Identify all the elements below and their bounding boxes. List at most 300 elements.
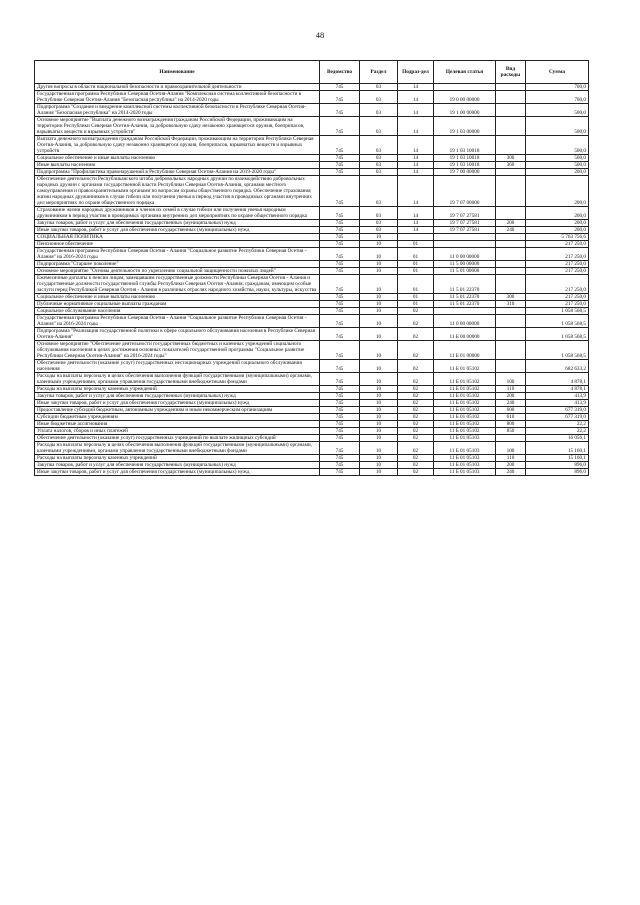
row-podrazdel: 14 — [398, 207, 434, 220]
row-vid-rashodov — [496, 241, 526, 248]
row-razdel: 03 — [360, 220, 398, 227]
row-vid-rashodov: 110 — [496, 386, 526, 393]
row-name: Иные выплаты населению — [35, 162, 320, 169]
table-row — [35, 234, 589, 241]
row-podrazdel: 02 — [398, 421, 434, 428]
row-summa: 500,0 — [526, 155, 589, 162]
row-celevaya-statya: 19 1 03 10018 — [434, 155, 496, 162]
row-name: Расходы на выплаты персоналу в целях обеспечения выполнения функций государственными (муниципальными) органами, казенными учреждениями, органами управления государственными внебюджетными фондами — [35, 373, 320, 386]
table-row — [35, 462, 589, 469]
row-vid-rashodov: 200 — [496, 393, 526, 400]
table-row — [35, 414, 589, 421]
row-celevaya-statya: 19 7 00 00000 — [434, 169, 496, 176]
row-razdel: 03 — [360, 104, 398, 117]
row-name: Предоставление субсидий бюджетным, автономным учреждениям и иным некоммерческим организациям — [35, 407, 320, 414]
row-vedomstvo: 745 — [320, 400, 360, 407]
row-vedomstvo: 745 — [320, 268, 360, 275]
row-razdel: 10 — [360, 442, 398, 455]
row-vedomstvo: 745 — [320, 414, 360, 421]
row-name: Подпрограмма "Создание и внедрение комплексной системы коллективной безопасности в Республике Северная Осетия-Алания "Безопасная республика" на 2014-2020 годы — [35, 104, 320, 117]
row-summa: 896,0 — [526, 469, 589, 476]
table-row — [35, 328, 589, 341]
table-row — [35, 155, 589, 162]
row-vid-rashodov: 600 — [496, 407, 526, 414]
row-razdel: 03 — [360, 117, 398, 136]
row-celevaya-statya — [434, 234, 496, 241]
header-celevaya-statya: Целевая статья — [434, 61, 496, 84]
row-vedomstvo: 745 — [320, 435, 360, 442]
row-name: Закупка товаров, работ и услуг для обеспечения государственных (муниципальных) нужд — [35, 393, 320, 400]
row-vedomstvo: 745 — [320, 234, 360, 241]
row-celevaya-statya: 11 0 00 00000 — [434, 248, 496, 261]
row-podrazdel: 02 — [398, 315, 434, 328]
table-row — [35, 421, 589, 428]
table-row — [35, 84, 589, 91]
table-row — [35, 207, 589, 220]
row-podrazdel: 01 — [398, 248, 434, 261]
row-razdel: 10 — [360, 308, 398, 315]
row-name: Государственная программа Республики Северная Осетия-Алания "Комплексная система коллективной безопасности в Республике Северная Осетия-Алания "Безопасная республика" на 2014-2020 годы — [35, 91, 320, 104]
row-summa: 200,0 — [526, 227, 589, 234]
row-name: Обеспечение деятельности (оказание услуг) государственных учреждений по выплате жилищных субсидий — [35, 435, 320, 442]
row-razdel: 03 — [360, 155, 398, 162]
row-summa: 1 058 568,5 — [526, 341, 589, 360]
row-summa: 217 250,0 — [526, 268, 589, 275]
row-razdel: 03 — [360, 207, 398, 220]
row-vid-rashodov: 800 — [496, 421, 526, 428]
row-summa: 500,0 — [526, 136, 589, 155]
row-razdel: 10 — [360, 428, 398, 435]
row-podrazdel: 01 — [398, 268, 434, 275]
row-summa: 4 878,1 — [526, 373, 589, 386]
row-razdel: 03 — [360, 91, 398, 104]
row-razdel: 10 — [360, 421, 398, 428]
row-razdel: 10 — [360, 241, 398, 248]
row-vedomstvo: 745 — [320, 117, 360, 136]
row-vedomstvo: 745 — [320, 248, 360, 261]
row-vid-rashodov — [496, 169, 526, 176]
row-podrazdel: 14 — [398, 220, 434, 227]
row-celevaya-statya: 11 Б 01 05103 — [434, 469, 496, 476]
row-name: Расходы на выплаты персоналу казенных учреждений — [35, 386, 320, 393]
row-celevaya-statya: 11 Б 01 05102 — [434, 421, 496, 428]
row-name: Основное мероприятие "Основы деятельности по укреплению социальной защищенности пожилых людей" — [35, 268, 320, 275]
row-podrazdel: 14 — [398, 155, 434, 162]
row-summa: 896,0 — [526, 462, 589, 469]
row-vid-rashodov: 300 — [496, 294, 526, 301]
table-row — [35, 407, 589, 414]
row-vid-rashodov — [496, 91, 526, 104]
row-vid-rashodov: 240 — [496, 469, 526, 476]
row-podrazdel: 02 — [398, 373, 434, 386]
row-podrazdel: 14 — [398, 91, 434, 104]
row-vid-rashodov: 100 — [496, 373, 526, 386]
row-name: Пенсионное обеспечение — [35, 241, 320, 248]
row-name: Расходы на выплаты персоналу в целях обеспечения выполнения функций государственными (муниципальными) органами, казенными учреждениями, органами управления государственными внебюджетными фондами — [35, 442, 320, 455]
row-razdel: 10 — [360, 275, 398, 294]
row-vedomstvo: 745 — [320, 407, 360, 414]
row-vedomstvo: 745 — [320, 328, 360, 341]
row-celevaya-statya: 11 5 01 22370 — [434, 275, 496, 294]
row-podrazdel — [398, 234, 434, 241]
row-vedomstvo: 745 — [320, 91, 360, 104]
row-vid-rashodov: 110 — [496, 455, 526, 462]
row-celevaya-statya: 19 1 03 10018 — [434, 162, 496, 169]
row-summa: 1 058 568,5 — [526, 328, 589, 341]
row-razdel: 10 — [360, 248, 398, 261]
row-vid-rashodov — [496, 435, 526, 442]
row-vid-rashodov — [496, 207, 526, 220]
row-podrazdel: 01 — [398, 241, 434, 248]
row-celevaya-statya: 11 Б 01 05102 — [434, 393, 496, 400]
row-celevaya-statya: 11 5 01 22370 — [434, 294, 496, 301]
row-podrazdel: 02 — [398, 386, 434, 393]
row-summa: 22,2 — [526, 428, 589, 435]
table-row — [35, 455, 589, 462]
row-podrazdel: 02 — [398, 469, 434, 476]
row-razdel: 10 — [360, 301, 398, 308]
row-vid-rashodov: 100 — [496, 442, 526, 455]
row-name: Ежемесячные доплаты к пенсии лицам, замещавшим государственные должности Республики Северная Осетия - Алания и государственные должности государственной службы Республики Северная Осетия -Алания; гражданам, имеющим особые заслуги перед Республикой Северная Осетия - Алания в различных отраслях народного хозяйства, науки, культуры, искусства — [35, 275, 320, 294]
row-podrazdel: 01 — [398, 301, 434, 308]
row-name: Выплата денежного вознаграждения гражданам Российской Федерации, проживающим на территории Республики Северная Осетия-Алания, за добровольную сдачу незаконно хранящегося оружия, боеприпасов, взрывчатых веществ и взрывных устройств — [35, 136, 320, 155]
table-row — [35, 400, 589, 407]
row-razdel: 10 — [360, 315, 398, 328]
row-razdel: 10 — [360, 435, 398, 442]
row-celevaya-statya: 11 Б 01 05103 — [434, 455, 496, 462]
row-podrazdel: 02 — [398, 428, 434, 435]
table-row — [35, 442, 589, 455]
row-summa: 200,0 — [526, 220, 589, 227]
row-vid-rashodov: 360 — [496, 162, 526, 169]
table-row — [35, 268, 589, 275]
row-name: Другие вопросы в области национальной безопасности и правоохранительной деятельности — [35, 84, 320, 91]
row-vedomstvo: 745 — [320, 84, 360, 91]
row-razdel: 10 — [360, 328, 398, 341]
row-vid-rashodov — [496, 328, 526, 341]
row-celevaya-statya: 11 Б 01 05103 — [434, 435, 496, 442]
row-celevaya-statya: 11 5 01 00000 — [434, 268, 496, 275]
row-vid-rashodov — [496, 104, 526, 117]
row-summa: 200,0 — [526, 176, 589, 207]
row-summa: 413,9 — [526, 400, 589, 407]
row-summa: 5 763 756,6 — [526, 234, 589, 241]
row-razdel: 03 — [360, 162, 398, 169]
table-row — [35, 386, 589, 393]
row-vid-rashodov: 300 — [496, 155, 526, 162]
table-row — [35, 176, 589, 207]
row-vedomstvo: 745 — [320, 455, 360, 462]
table-row — [35, 241, 589, 248]
row-podrazdel: 02 — [398, 328, 434, 341]
row-vedomstvo: 745 — [320, 275, 360, 294]
row-vedomstvo: 745 — [320, 360, 360, 373]
row-vid-rashodov — [496, 360, 526, 373]
row-name: СОЦИАЛЬНАЯ ПОЛИТИКА — [35, 234, 320, 241]
row-podrazdel: 14 — [398, 176, 434, 207]
row-podrazdel: 02 — [398, 442, 434, 455]
row-celevaya-statya — [434, 84, 496, 91]
table-row — [35, 341, 589, 360]
row-celevaya-statya: 19 7 07 27581 — [434, 207, 496, 220]
table-row — [35, 162, 589, 169]
row-vedomstvo: 745 — [320, 442, 360, 455]
row-razdel: 10 — [360, 268, 398, 275]
row-podrazdel: 02 — [398, 414, 434, 421]
row-vedomstvo: 745 — [320, 469, 360, 476]
row-podrazdel: 02 — [398, 435, 434, 442]
row-name: Закупка товаров, работ и услуг для обеспечения государственных (муниципальных) нужд — [35, 462, 320, 469]
row-vedomstvo: 745 — [320, 241, 360, 248]
row-vid-rashodov — [496, 275, 526, 294]
row-summa: 700,0 — [526, 84, 589, 91]
row-name: Обеспечение деятельности Республиканского штаба добровольных народных дружин по взаимодействию добровольных народных дружин с органами государственной власти Республики Северная Осетия-Алания, органами местного самоуправления и правоохранительными органами по вопросам охраны общественного порядка. Обеспечение страхования жизни народных дружинников в случае гибели или получения увечья в период участия в проводимых органами внутренних дел мероприятиях по охране общественного порядка — [35, 176, 320, 207]
row-summa: 22,2 — [526, 421, 589, 428]
row-celevaya-statya: 19 1 03 10018 — [434, 136, 496, 155]
row-razdel: 10 — [360, 341, 398, 360]
table-row — [35, 136, 589, 155]
row-razdel: 10 — [360, 261, 398, 268]
row-vid-rashodov: 850 — [496, 428, 526, 435]
row-vid-rashodov — [496, 261, 526, 268]
row-summa: 217 250,0 — [526, 248, 589, 261]
row-celevaya-statya: 11 Б 01 05102 — [434, 400, 496, 407]
row-vedomstvo: 745 — [320, 136, 360, 155]
row-vedomstvo: 745 — [320, 301, 360, 308]
row-vid-rashodov: 610 — [496, 414, 526, 421]
row-celevaya-statya: 11 Б 01 05102 — [434, 373, 496, 386]
header-name: Наименование — [35, 61, 320, 84]
row-razdel: 10 — [360, 234, 398, 241]
row-vid-rashodov — [496, 234, 526, 241]
row-celevaya-statya: 19 7 07 27581 — [434, 227, 496, 234]
row-celevaya-statya: 11 5 01 22370 — [434, 301, 496, 308]
table-row — [35, 169, 589, 176]
row-vid-rashodov — [496, 117, 526, 136]
header-vid-rashodov: Вид расходы — [496, 61, 526, 84]
header-podrazdel: Подраз-дел — [398, 61, 434, 84]
row-summa: 16 056,1 — [526, 435, 589, 442]
row-vid-rashodov — [496, 308, 526, 315]
row-summa: 677 319,0 — [526, 414, 589, 421]
row-summa: 200,0 — [526, 169, 589, 176]
row-vid-rashodov: 200 — [496, 462, 526, 469]
row-name: Иные бюджетные ассигнования — [35, 421, 320, 428]
row-summa: 500,0 — [526, 104, 589, 117]
row-podrazdel: 02 — [398, 341, 434, 360]
row-podrazdel: 02 — [398, 462, 434, 469]
row-vedomstvo: 745 — [320, 104, 360, 117]
header-razdel: Раздел — [360, 61, 398, 84]
row-name: Государственная программа Республики Северная Осетия - Алания "Социальное развитие Республики Северная Осетия - Алания" на 2016-2024 годы — [35, 315, 320, 328]
row-podrazdel: 02 — [398, 308, 434, 315]
table-row — [35, 308, 589, 315]
row-podrazdel: 02 — [398, 393, 434, 400]
row-summa: 217 250,0 — [526, 261, 589, 268]
row-vid-rashodov — [496, 84, 526, 91]
row-vid-rashodov: 200 — [496, 220, 526, 227]
row-razdel: 10 — [360, 400, 398, 407]
row-vid-rashodov: 240 — [496, 400, 526, 407]
row-razdel: 10 — [360, 294, 398, 301]
table-row — [35, 435, 589, 442]
row-podrazdel: 02 — [398, 400, 434, 407]
table-header-row — [35, 61, 589, 84]
row-celevaya-statya: 19 0 00 00000 — [434, 91, 496, 104]
row-razdel: 03 — [360, 136, 398, 155]
row-podrazdel: 14 — [398, 227, 434, 234]
row-podrazdel: 14 — [398, 169, 434, 176]
row-razdel: 10 — [360, 414, 398, 421]
row-vid-rashodov — [496, 248, 526, 261]
row-name: Основное мероприятие "Выплата денежного вознаграждения гражданам Российской Федерации, проживающим на территории Республики Северная Осетия-Алания, за добровольную сдачу незаконно хранящегося оружия, боеприпасов, взрывчатых веществ и взрывных устройств" — [35, 117, 320, 136]
table-row — [35, 104, 589, 117]
row-razdel: 10 — [360, 386, 398, 393]
row-vedomstvo: 745 — [320, 155, 360, 162]
row-celevaya-statya: 19 1 03 00000 — [434, 117, 496, 136]
page-number: 48 — [315, 30, 325, 40]
row-podrazdel: 14 — [398, 136, 434, 155]
row-podrazdel: 01 — [398, 294, 434, 301]
row-celevaya-statya: 11 0 00 00000 — [434, 315, 496, 328]
row-vedomstvo: 745 — [320, 207, 360, 220]
row-name: Подпрограмма "Профилактика правонарушений в Республике Северная Осетия-Алания на 2019-2020 годы" — [35, 169, 320, 176]
row-razdel: 03 — [360, 227, 398, 234]
row-celevaya-statya: 11 5 00 00000 — [434, 261, 496, 268]
row-vedomstvo: 745 — [320, 227, 360, 234]
row-name: Государственная программа Республики Северная Осетия - Алания "Социальное развитие Республики Северная Осетия - Алания" на 2016-2024 годы — [35, 248, 320, 261]
table-row — [35, 91, 589, 104]
row-summa: 217 250,0 — [526, 241, 589, 248]
table-row — [35, 248, 589, 261]
row-summa: 217 250,0 — [526, 301, 589, 308]
row-vedomstvo: 745 — [320, 393, 360, 400]
row-vedomstvo: 745 — [320, 341, 360, 360]
row-name: Субсидии бюджетным учреждениям — [35, 414, 320, 421]
row-razdel: 10 — [360, 407, 398, 414]
row-name: Социальное обслуживание населения — [35, 308, 320, 315]
row-name: Основное мероприятие "Обеспечение деятельности государственных бюджетных и казенных учреждений социального обслуживания населения в целях достижения основных показателей государственной программы "Социальное развитие Республики Северная Осетия-Алания" на 2016-2024 годы" — [35, 341, 320, 360]
row-name: Иные закупки товаров, работ и услуг для обеспечения государственных (муниципальных) нужд — [35, 227, 320, 234]
table-row — [35, 360, 589, 373]
row-podrazdel: 14 — [398, 117, 434, 136]
row-podrazdel: 01 — [398, 261, 434, 268]
table-row — [35, 373, 589, 386]
row-summa: 15 160,1 — [526, 455, 589, 462]
row-summa: 1 058 568,5 — [526, 308, 589, 315]
row-name: Иные закупки товаров, работ и услуг для обеспечения государственных (муниципальных) нужд — [35, 469, 320, 476]
row-razdel: 10 — [360, 393, 398, 400]
row-podrazdel: 02 — [398, 407, 434, 414]
row-vedomstvo: 745 — [320, 315, 360, 328]
row-razdel: 03 — [360, 176, 398, 207]
row-podrazdel: 14 — [398, 104, 434, 117]
row-name: Социальное обеспечение и иные выплаты населению — [35, 294, 320, 301]
row-razdel: 03 — [360, 169, 398, 176]
table-row — [35, 393, 589, 400]
table-row — [35, 220, 589, 227]
row-celevaya-statya: 11 Б 00 00000 — [434, 328, 496, 341]
row-celevaya-statya: 19 7 07 00000 — [434, 176, 496, 207]
row-vid-rashodov — [496, 136, 526, 155]
row-razdel: 10 — [360, 469, 398, 476]
row-summa: 682 633,2 — [526, 360, 589, 373]
table-row — [35, 315, 589, 328]
row-name: Подпрограмма "Старшее поколение" — [35, 261, 320, 268]
table-row — [35, 261, 589, 268]
table-row — [35, 469, 589, 476]
row-vid-rashodov: 310 — [496, 301, 526, 308]
row-name: Закупка товаров, работ и услуг для обеспечения государственных (муниципальных) нужд — [35, 220, 320, 227]
budget-table — [34, 60, 589, 476]
row-celevaya-statya: 11 Б 01 05103 — [434, 442, 496, 455]
row-podrazdel: 14 — [398, 84, 434, 91]
row-celevaya-statya: 11 Б 01 05102 — [434, 414, 496, 421]
row-name: Подпрограмма "Реализация государственной политики в сфере социального обслуживания населения в Республике Северная Осетия-Алания" — [35, 328, 320, 341]
row-celevaya-statya: 11 Б 01 05102 — [434, 360, 496, 373]
table-row — [35, 227, 589, 234]
row-summa: 200,0 — [526, 207, 589, 220]
row-name: Публичные нормативные социальные выплаты гражданам — [35, 301, 320, 308]
row-vid-rashodov — [496, 315, 526, 328]
table-row — [35, 294, 589, 301]
row-celevaya-statya: 19 7 07 27581 — [434, 220, 496, 227]
row-name: Расходы на выплаты персоналу казенных учреждений — [35, 455, 320, 462]
row-name: Уплата налогов, сборов и иных платежей — [35, 428, 320, 435]
row-vedomstvo: 745 — [320, 294, 360, 301]
row-name: Обеспечение деятельности (оказание услуг) государственных нестационарных учреждений социального обслуживания населения — [35, 360, 320, 373]
row-name: Страхование жизни народных дружинников и членов их семей в случае гибели или получения увечья народным дружинником в период участия в проводимых органами внутренних дел мероприятиях по охране общественного порядка — [35, 207, 320, 220]
row-vedomstvo: 745 — [320, 162, 360, 169]
row-vedomstvo: 745 — [320, 462, 360, 469]
row-podrazdel: 14 — [398, 162, 434, 169]
row-vedomstvo: 745 — [320, 220, 360, 227]
row-vedomstvo: 745 — [320, 261, 360, 268]
row-summa: 413,9 — [526, 393, 589, 400]
table-row — [35, 275, 589, 294]
row-summa: 217 250,0 — [526, 275, 589, 294]
row-razdel: 10 — [360, 360, 398, 373]
row-celevaya-statya: 19 1 00 00000 — [434, 104, 496, 117]
row-celevaya-statya — [434, 241, 496, 248]
row-razdel: 10 — [360, 462, 398, 469]
row-podrazdel: 02 — [398, 360, 434, 373]
row-celevaya-statya: 11 Б 01 05102 — [434, 407, 496, 414]
row-summa: 217 250,0 — [526, 294, 589, 301]
row-name: Социальное обеспечение и иные выплаты населению — [35, 155, 320, 162]
row-summa: 500,0 — [526, 162, 589, 169]
row-celevaya-statya: 11 Б 01 00000 — [434, 341, 496, 360]
row-summa: 500,0 — [526, 117, 589, 136]
row-summa: 677 319,0 — [526, 407, 589, 414]
row-name: Иные закупки товаров, работ и услуг для обеспечения государственных (муниципальных) нужд — [35, 400, 320, 407]
row-vedomstvo: 745 — [320, 169, 360, 176]
row-celevaya-statya — [434, 308, 496, 315]
row-summa: 700,0 — [526, 91, 589, 104]
row-vedomstvo: 745 — [320, 421, 360, 428]
row-celevaya-statya: 11 Б 01 05102 — [434, 428, 496, 435]
table-row — [35, 117, 589, 136]
row-vedomstvo: 745 — [320, 373, 360, 386]
row-summa: 15 160,1 — [526, 442, 589, 455]
table-body — [35, 84, 589, 476]
row-vedomstvo: 745 — [320, 308, 360, 315]
row-summa: 1 058 568,5 — [526, 315, 589, 328]
row-vid-rashodov — [496, 176, 526, 207]
row-celevaya-statya: 11 Б 01 05103 — [434, 462, 496, 469]
row-vid-rashodov — [496, 268, 526, 275]
table-row — [35, 301, 589, 308]
